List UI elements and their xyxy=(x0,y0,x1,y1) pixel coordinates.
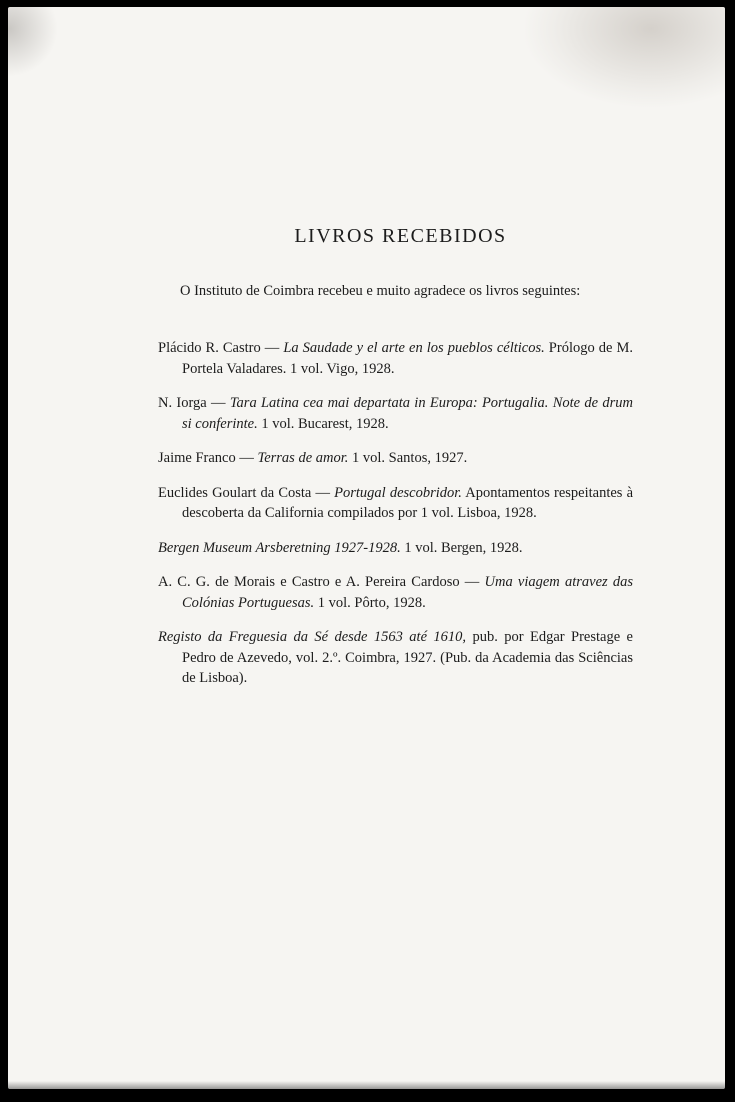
list-item xyxy=(158,483,633,524)
list-item xyxy=(158,338,633,379)
book-list xyxy=(158,338,634,689)
paper-stain-corner xyxy=(8,7,58,77)
entry-title: Tara Latina cea mai departata in Europa: Portugalia. Note de drum si conferinte. xyxy=(182,395,633,432)
intro-paragraph: O Instituto de Coimbra recebeu e muito agradece os livros seguintes: xyxy=(180,283,581,299)
entry-title: La Saudade y el arte en los pueblos célticos. xyxy=(283,340,545,356)
document-page xyxy=(8,7,725,1089)
paper-stain xyxy=(525,7,725,107)
document-content xyxy=(158,225,634,703)
list-item xyxy=(158,393,633,434)
entry-details: Apontamentos respeitantes à descoberta da California compilados por 1 vol. Lisboa, 1928. xyxy=(182,484,634,521)
entry-title: Portugal descobridor. xyxy=(334,484,462,501)
page-title: LIVROS RECEBIDOS xyxy=(294,225,507,247)
entry-details: Prólogo de M. Portela Valadares. 1 vol. Vigo, 1928. xyxy=(182,340,634,377)
entry-details: 1 vol. Santos, 1927. xyxy=(348,450,468,466)
list-item xyxy=(158,627,633,689)
entry-author: N. Iorga — xyxy=(158,395,230,411)
page-bottom-shadow xyxy=(8,1081,725,1089)
list-item xyxy=(158,572,633,613)
list-item xyxy=(158,448,633,469)
entry-details: 1 vol. Bucarest, 1928. xyxy=(257,415,389,432)
entry-author: Euclides Goulart da Costa — xyxy=(158,484,335,501)
entry-details: 1 vol. Bergen, 1928. xyxy=(400,539,523,556)
entry-author: Plácido R. Castro — xyxy=(158,340,284,356)
entry-details: pub. por Edgar Prestage e Pedro de Azevedo, vol. 2.º. Coimbra, 1927. (Pub. da Academia das Sciências de Lisboa). xyxy=(182,629,633,686)
entry-author: A. C. G. de Morais e Castro e A. Pereira Cardoso — xyxy=(158,574,485,590)
entry-author: Jaime Franco — xyxy=(158,450,258,466)
entry-title: Terras de amor. xyxy=(257,450,349,466)
entry-title: Uma viagem atravez das Colónias Portuguesas. xyxy=(182,574,633,611)
entry-details: 1 vol. Pôrto, 1928. xyxy=(314,594,426,611)
entry-title: Registo da Freguesia da Sé desde 1563 até 1610, xyxy=(158,629,467,645)
list-item xyxy=(158,538,633,559)
entry-title: Bergen Museum Arsberetning 1927-1928. xyxy=(158,539,401,556)
